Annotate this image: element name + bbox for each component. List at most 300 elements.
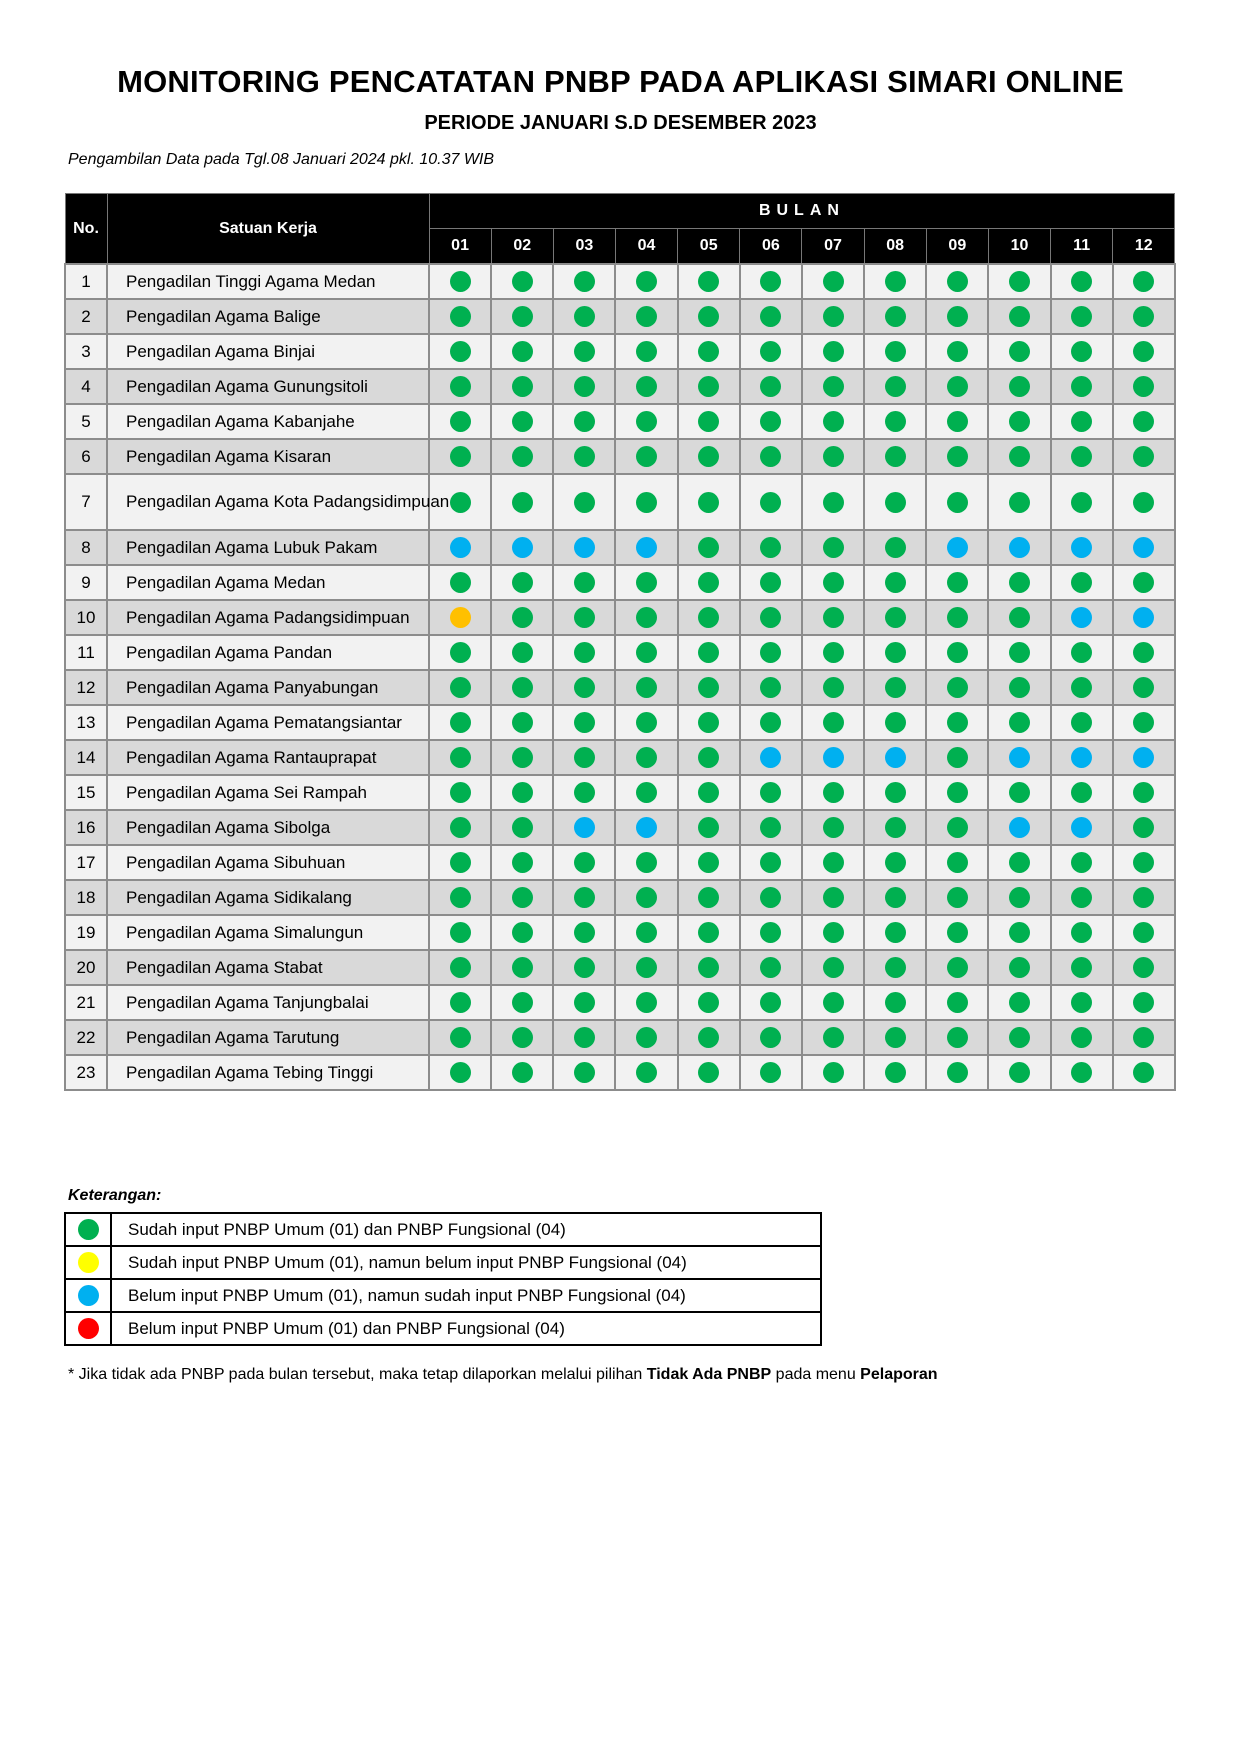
month-status-cell: [740, 880, 802, 915]
month-status-cell: [1051, 845, 1113, 880]
status-dot-green: [947, 922, 968, 943]
status-dot-green: [1133, 957, 1154, 978]
row-number: 21: [65, 985, 107, 1020]
page-subtitle: PERIODE JANUARI S.D DESEMBER 2023: [424, 112, 817, 134]
month-status-cell: [491, 915, 553, 950]
month-status-cell: [491, 1055, 553, 1090]
month-status-cell: [988, 334, 1050, 369]
status-dot-green: [698, 271, 719, 292]
status-dot-green: [450, 817, 471, 838]
month-status-cell: [1051, 775, 1113, 810]
status-dot-green: [1133, 341, 1154, 362]
status-dot-green: [1009, 607, 1030, 628]
month-status-cell: [864, 565, 926, 600]
status-dot-green: [450, 306, 471, 327]
status-dot-green: [947, 492, 968, 513]
table-row: [65, 985, 1175, 1020]
status-dot-green: [450, 642, 471, 663]
month-status-cell: [740, 299, 802, 334]
status-dot-green: [698, 341, 719, 362]
status-dot-green: [512, 712, 533, 733]
satuan-kerja-name: Pengadilan Agama Padangsidimpuan: [107, 600, 429, 635]
status-dot-green: [574, 957, 595, 978]
month-status-cell: [491, 334, 553, 369]
month-status-cell: [740, 404, 802, 439]
month-header: 02: [491, 229, 553, 265]
month-status-cell: [988, 810, 1050, 845]
row-number: 3: [65, 334, 107, 369]
status-dot-green: [636, 492, 657, 513]
month-status-cell: [802, 600, 864, 635]
status-dot-green: [636, 782, 657, 803]
status-dot-green: [698, 817, 719, 838]
status-dot-green: [450, 747, 471, 768]
month-header: 01: [429, 229, 491, 265]
month-status-cell: [1051, 1020, 1113, 1055]
table-row: [65, 264, 1175, 299]
satuan-kerja-name: Pengadilan Agama Sei Rampah: [107, 775, 429, 810]
status-dot-green: [823, 376, 844, 397]
status-dot-green: [947, 712, 968, 733]
month-status-cell: [926, 775, 988, 810]
status-dot-blue: [1071, 607, 1092, 628]
row-number: 18: [65, 880, 107, 915]
status-dot-blue: [574, 817, 595, 838]
status-dot-green: [947, 607, 968, 628]
status-dot-green: [885, 712, 906, 733]
status-dot-green: [574, 341, 595, 362]
month-status-cell: [491, 530, 553, 565]
footnote-middle: pada menu: [771, 1366, 861, 1383]
status-dot-green: [947, 677, 968, 698]
status-dot-green: [823, 572, 844, 593]
month-status-cell: [678, 705, 740, 740]
month-status-cell: [678, 474, 740, 530]
status-dot-green: [947, 271, 968, 292]
month-status-cell: [802, 635, 864, 670]
status-dot-green: [636, 271, 657, 292]
month-status-cell: [678, 565, 740, 600]
month-status-cell: [864, 670, 926, 705]
status-dot-green: [450, 446, 471, 467]
status-dot-green: [823, 306, 844, 327]
month-status-cell: [926, 565, 988, 600]
status-dot-green: [1071, 376, 1092, 397]
month-status-cell: [429, 740, 491, 775]
status-dot-green: [636, 887, 657, 908]
satuan-kerja-name: Pengadilan Agama Rantauprapat: [107, 740, 429, 775]
legend-dot-green: [78, 1219, 99, 1240]
status-dot-green: [760, 271, 781, 292]
status-dot-green: [760, 306, 781, 327]
month-status-cell: [864, 439, 926, 474]
status-dot-green: [1071, 957, 1092, 978]
month-status-cell: [1051, 530, 1113, 565]
month-status-cell: [988, 439, 1050, 474]
month-status-cell: [491, 404, 553, 439]
month-status-cell: [553, 950, 615, 985]
status-dot-green: [512, 642, 533, 663]
month-status-cell: [553, 565, 615, 600]
status-dot-green: [450, 922, 471, 943]
status-dot-green: [947, 957, 968, 978]
status-dot-green: [636, 341, 657, 362]
status-dot-green: [512, 271, 533, 292]
status-dot-green: [1071, 992, 1092, 1013]
month-status-cell: [615, 915, 677, 950]
month-status-cell: [802, 985, 864, 1020]
month-status-cell: [740, 600, 802, 635]
status-dot-green: [574, 376, 595, 397]
month-status-cell: [615, 369, 677, 404]
month-status-cell: [1113, 775, 1175, 810]
status-dot-green: [760, 411, 781, 432]
status-dot-green: [823, 887, 844, 908]
status-dot-green: [760, 817, 781, 838]
row-number: 19: [65, 915, 107, 950]
month-status-cell: [1051, 299, 1113, 334]
satuan-kerja-name: Pengadilan Agama Sibuhuan: [107, 845, 429, 880]
month-header: 08: [864, 229, 926, 265]
month-status-cell: [864, 299, 926, 334]
status-dot-green: [574, 747, 595, 768]
month-status-cell: [802, 950, 864, 985]
month-status-cell: [615, 740, 677, 775]
month-status-cell: [553, 1020, 615, 1055]
status-dot-green: [1071, 887, 1092, 908]
month-status-cell: [864, 474, 926, 530]
status-dot-green: [1133, 1062, 1154, 1083]
month-status-cell: [678, 404, 740, 439]
month-status-cell: [553, 985, 615, 1020]
legend-icon-cell: [65, 1279, 111, 1312]
status-dot-green: [1009, 446, 1030, 467]
month-status-cell: [491, 474, 553, 530]
month-status-cell: [988, 474, 1050, 530]
month-status-cell: [678, 985, 740, 1020]
month-status-cell: [491, 299, 553, 334]
month-status-cell: [491, 635, 553, 670]
status-dot-green: [450, 852, 471, 873]
status-dot-green: [512, 306, 533, 327]
status-dot-green: [574, 411, 595, 432]
month-status-cell: [553, 740, 615, 775]
status-dot-green: [450, 957, 471, 978]
month-status-cell: [740, 845, 802, 880]
status-dot-green: [1133, 306, 1154, 327]
status-dot-green: [698, 922, 719, 943]
status-dot-green: [760, 642, 781, 663]
month-status-cell: [678, 670, 740, 705]
table-row: [65, 670, 1175, 705]
status-dot-blue: [1133, 537, 1154, 558]
row-number: 7: [65, 474, 107, 530]
table-body: [65, 264, 1175, 1090]
status-dot-green: [450, 572, 471, 593]
month-status-cell: [802, 565, 864, 600]
status-dot-blue: [1009, 537, 1030, 558]
status-dot-green: [947, 887, 968, 908]
status-dot-green: [760, 922, 781, 943]
month-header: 05: [678, 229, 740, 265]
status-dot-green: [574, 1027, 595, 1048]
status-dot-green: [512, 817, 533, 838]
month-status-cell: [802, 740, 864, 775]
satuan-kerja-name: Pengadilan Agama Tanjungbalai: [107, 985, 429, 1020]
satuan-kerja-name: Pengadilan Agama Stabat: [107, 950, 429, 985]
month-status-cell: [1113, 880, 1175, 915]
month-status-cell: [802, 334, 864, 369]
month-status-cell: [615, 880, 677, 915]
month-status-cell: [802, 264, 864, 299]
month-status-cell: [553, 369, 615, 404]
status-dot-green: [823, 817, 844, 838]
month-status-cell: [740, 1055, 802, 1090]
status-dot-green: [450, 492, 471, 513]
month-status-cell: [926, 670, 988, 705]
status-dot-green: [512, 747, 533, 768]
status-dot-green: [885, 271, 906, 292]
status-dot-green: [636, 1062, 657, 1083]
month-status-cell: [1113, 369, 1175, 404]
legend-row: [65, 1279, 821, 1312]
month-status-cell: [988, 299, 1050, 334]
legend-dot-yellow: [78, 1252, 99, 1273]
status-dot-green: [885, 642, 906, 663]
status-dot-green: [760, 852, 781, 873]
satuan-kerja-name: Pengadilan Tinggi Agama Medan: [107, 264, 429, 299]
month-status-cell: [740, 1020, 802, 1055]
month-status-cell: [864, 334, 926, 369]
row-number: 1: [65, 264, 107, 299]
month-status-cell: [988, 950, 1050, 985]
status-dot-green: [450, 992, 471, 1013]
footnote: [68, 1366, 938, 1384]
month-status-cell: [1113, 915, 1175, 950]
month-status-cell: [802, 775, 864, 810]
table-row: [65, 775, 1175, 810]
month-status-cell: [926, 845, 988, 880]
row-number: 5: [65, 404, 107, 439]
month-status-cell: [678, 845, 740, 880]
month-status-cell: [429, 705, 491, 740]
status-dot-green: [885, 782, 906, 803]
month-status-cell: [864, 845, 926, 880]
status-dot-green: [698, 747, 719, 768]
status-dot-green: [574, 992, 595, 1013]
month-status-cell: [615, 1055, 677, 1090]
month-status-cell: [1051, 474, 1113, 530]
month-status-cell: [1113, 705, 1175, 740]
status-dot-green: [512, 957, 533, 978]
status-dot-green: [698, 537, 719, 558]
status-dot-green: [636, 852, 657, 873]
month-status-cell: [864, 915, 926, 950]
status-dot-green: [885, 852, 906, 873]
month-status-cell: [553, 810, 615, 845]
status-dot-green: [760, 572, 781, 593]
status-dot-blue: [636, 817, 657, 838]
month-status-cell: [678, 334, 740, 369]
month-status-cell: [988, 740, 1050, 775]
status-dot-green: [947, 376, 968, 397]
legend-row: [65, 1312, 821, 1345]
month-status-cell: [429, 1020, 491, 1055]
status-dot-green: [636, 747, 657, 768]
month-status-cell: [926, 985, 988, 1020]
status-dot-green: [636, 572, 657, 593]
month-status-cell: [740, 334, 802, 369]
month-status-cell: [491, 985, 553, 1020]
month-status-cell: [553, 530, 615, 565]
month-status-cell: [678, 775, 740, 810]
status-dot-green: [823, 492, 844, 513]
status-dot-green: [512, 446, 533, 467]
status-dot-blue: [512, 537, 533, 558]
legend-text: Belum input PNBP Umum (01), namun sudah input PNBP Fungsional (04): [111, 1279, 821, 1312]
month-header: 10: [988, 229, 1050, 265]
status-dot-green: [698, 677, 719, 698]
status-dot-blue: [1071, 537, 1092, 558]
month-status-cell: [1113, 845, 1175, 880]
table-row: [65, 404, 1175, 439]
status-dot-green: [823, 642, 844, 663]
month-status-cell: [429, 985, 491, 1020]
status-dot-green: [512, 922, 533, 943]
month-status-cell: [678, 264, 740, 299]
month-status-cell: [429, 264, 491, 299]
month-status-cell: [678, 810, 740, 845]
month-status-cell: [864, 1020, 926, 1055]
month-status-cell: [1051, 369, 1113, 404]
month-status-cell: [926, 880, 988, 915]
month-status-cell: [1113, 740, 1175, 775]
row-number: 15: [65, 775, 107, 810]
month-status-cell: [491, 705, 553, 740]
legend-title: Keterangan:: [68, 1187, 162, 1204]
month-status-cell: [1113, 299, 1175, 334]
month-status-cell: [926, 705, 988, 740]
status-dot-green: [1133, 642, 1154, 663]
row-number: 20: [65, 950, 107, 985]
month-status-cell: [1051, 565, 1113, 600]
month-status-cell: [988, 985, 1050, 1020]
month-status-cell: [926, 810, 988, 845]
row-number: 8: [65, 530, 107, 565]
month-status-cell: [988, 530, 1050, 565]
status-dot-green: [450, 1062, 471, 1083]
month-status-cell: [491, 880, 553, 915]
month-status-cell: [1113, 600, 1175, 635]
status-dot-green: [947, 411, 968, 432]
status-dot-green: [698, 712, 719, 733]
status-dot-blue: [1133, 747, 1154, 768]
month-status-cell: [553, 775, 615, 810]
month-status-cell: [864, 1055, 926, 1090]
status-dot-green: [1133, 376, 1154, 397]
status-dot-green: [1071, 642, 1092, 663]
status-dot-green: [760, 957, 781, 978]
status-dot-green: [1071, 922, 1092, 943]
month-status-cell: [1051, 985, 1113, 1020]
status-dot-green: [885, 677, 906, 698]
month-status-cell: [740, 985, 802, 1020]
status-dot-green: [512, 492, 533, 513]
status-dot-green: [885, 1062, 906, 1083]
table-row: [65, 565, 1175, 600]
table-row: [65, 705, 1175, 740]
month-status-cell: [615, 635, 677, 670]
month-status-cell: [491, 369, 553, 404]
status-dot-green: [760, 677, 781, 698]
legend-dot-blue: [78, 1285, 99, 1306]
status-dot-green: [947, 572, 968, 593]
month-header: 11: [1051, 229, 1113, 265]
month-status-cell: [988, 600, 1050, 635]
month-status-cell: [802, 880, 864, 915]
status-dot-green: [512, 607, 533, 628]
month-status-cell: [1113, 334, 1175, 369]
month-status-cell: [988, 915, 1050, 950]
month-status-cell: [864, 635, 926, 670]
status-dot-green: [574, 607, 595, 628]
status-dot-blue: [1009, 817, 1030, 838]
row-number: 4: [65, 369, 107, 404]
status-dot-green: [512, 852, 533, 873]
status-dot-green: [1071, 411, 1092, 432]
month-status-cell: [1051, 1055, 1113, 1090]
month-status-cell: [429, 439, 491, 474]
data-timestamp-note: Pengambilan Data pada Tgl.08 Januari 2024 pkl. 10.37 WIB: [68, 151, 495, 168]
status-dot-blue: [885, 747, 906, 768]
month-status-cell: [615, 600, 677, 635]
month-status-cell: [429, 369, 491, 404]
month-status-cell: [1051, 950, 1113, 985]
month-status-cell: [491, 264, 553, 299]
month-status-cell: [429, 845, 491, 880]
status-dot-green: [760, 341, 781, 362]
row-number: 6: [65, 439, 107, 474]
month-header: 03: [553, 229, 615, 265]
status-dot-green: [1009, 411, 1030, 432]
month-status-cell: [988, 1020, 1050, 1055]
month-status-cell: [1113, 810, 1175, 845]
month-status-cell: [864, 880, 926, 915]
status-dot-green: [760, 446, 781, 467]
month-status-cell: [864, 950, 926, 985]
month-status-cell: [864, 600, 926, 635]
status-dot-green: [760, 492, 781, 513]
month-status-cell: [615, 810, 677, 845]
month-status-cell: [553, 1055, 615, 1090]
status-dot-green: [823, 1027, 844, 1048]
month-status-cell: [678, 915, 740, 950]
satuan-kerja-name: Pengadilan Agama Kota Padangsidimpuan: [107, 474, 429, 530]
month-status-cell: [926, 334, 988, 369]
month-status-cell: [926, 530, 988, 565]
month-status-cell: [1113, 565, 1175, 600]
month-status-cell: [802, 299, 864, 334]
month-status-cell: [429, 635, 491, 670]
table-row: [65, 950, 1175, 985]
month-status-cell: [491, 740, 553, 775]
satuan-kerja-name: Pengadilan Agama Tarutung: [107, 1020, 429, 1055]
status-dot-green: [1071, 712, 1092, 733]
status-dot-green: [885, 607, 906, 628]
satuan-kerja-name: Pengadilan Agama Balige: [107, 299, 429, 334]
footnote-bold-option: Tidak Ada PNBP: [646, 1366, 772, 1383]
status-dot-green: [947, 446, 968, 467]
